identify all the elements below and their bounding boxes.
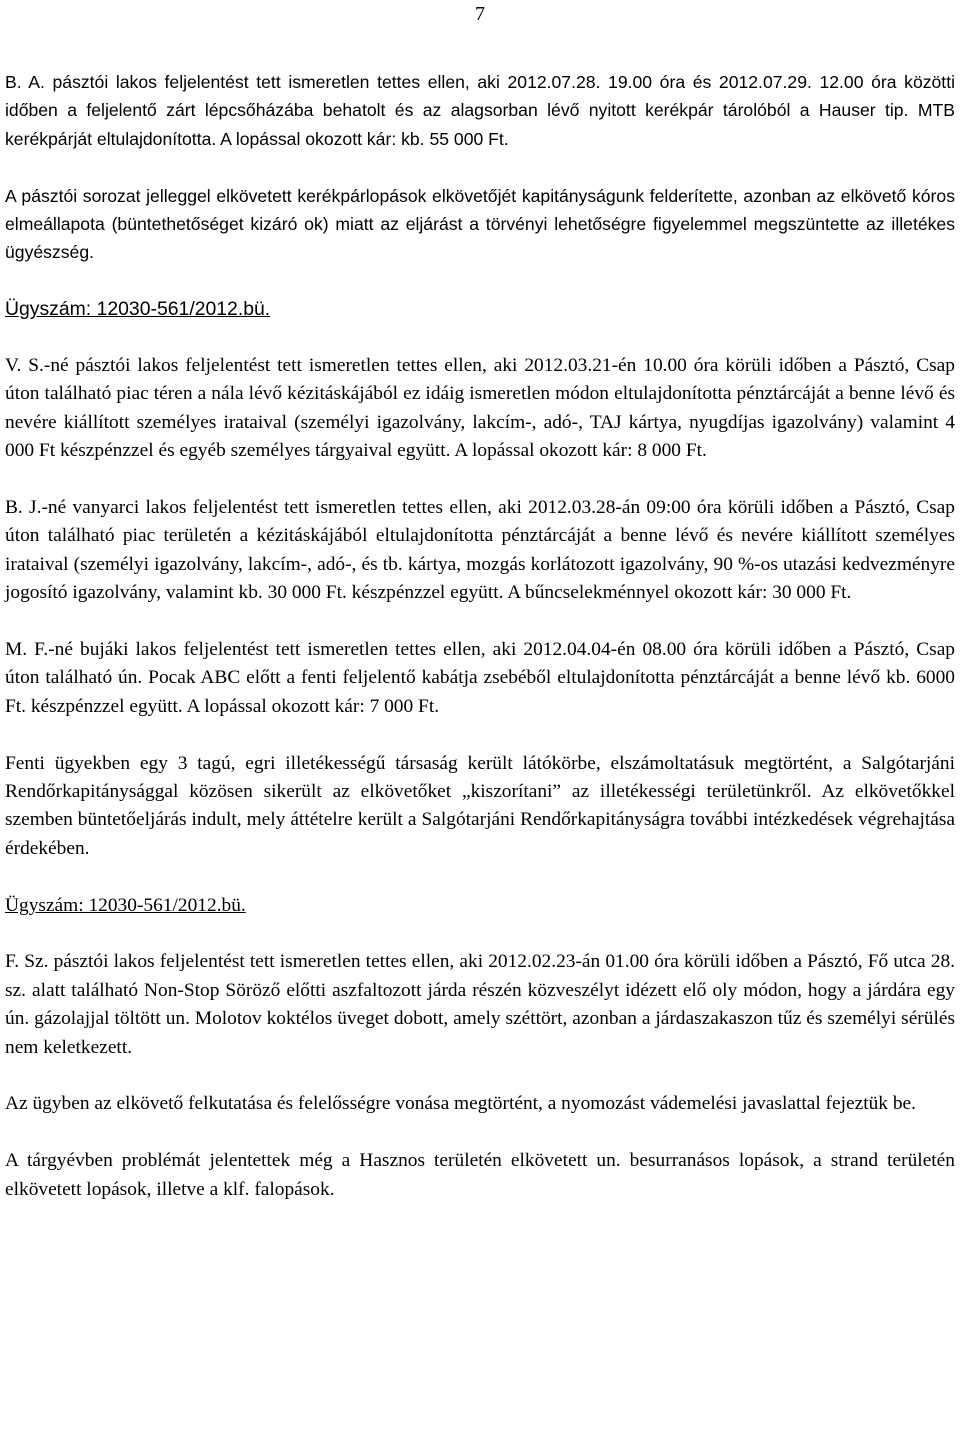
paragraph-other-thefts: A tárgyévben problémát jelentettek még a Hasznos területén elkövetett un. besurranásos lopások, a strand területén elkövetett lopások, illetve a klf. falopások.	[5, 1150, 955, 1200]
case-number: Ügyszám: 12030-561/2012.bü.	[5, 894, 246, 916]
paragraph-gap	[5, 608, 955, 636]
paragraph-gap	[5, 1062, 955, 1090]
case-number: Ügyszám: 12030-561/2012.bü.	[5, 298, 271, 321]
paragraph-wallet-theft-2: B. J.-né vanyarci lakos feljelentést tett ismeretlen tettes ellen, aki 2012.03.28-án 09:00 óra körüli időben a Pásztó, Csap úton található piac területén a kézitáskájából eltulajdonította pénztárcáját a benne lévő és nevére kiállított személyes irataival (személyi igazolvány, lakcím-, adó-, és tb. kártya, mozgás korlátozott igazolvány, 90 %-os utazási kedvezményre jogosító igazolvány, valamint kb. 30 000 Ft. készpénzzel együtt. A bűncselekménnyel okozott kár: 30 000 Ft.	[5, 497, 955, 604]
paragraph-gap	[5, 267, 955, 295]
page-number: 7	[475, 3, 485, 25]
paragraph-gap	[5, 153, 955, 181]
paragraph-wallet-theft-3: M. F.-né bujáki lakos feljelentést tett ismeretlen tettes ellen, aki 2012.04.04-én 08.00 óra körüli időben a Pásztó, Csap úton található ún. Pocak ABC előtt a fenti feljelentő kabátja zsebéből eltulajdonította pénztárcáját a benne lévő kb. 6000 Ft. készpénzzel együtt. A lopással okozott kár: 7 000 Ft.	[5, 639, 955, 717]
paragraph-bicycle-theft-report: B. A. pásztói lakos feljelentést tett ismeretlen tettes ellen, aki 2012.07.28. 19.00 óra és 2012.07.29. 12.00 óra közötti időben a feljelentő zárt lépcsőházába behatolt és az alagsorban lévő nyitott kerékpár tárolóból a Hauser tip. MTB kerékpárját eltulajdonította. A lopással okozott kár: kb. 55 000 Ft.	[5, 72, 955, 149]
paragraph-molotov-outcome: Az ügyben az elkövető felkutatása és felelősségre vonása megtörtént, a nyomozást vádemelési javaslattal fejeztük be.	[5, 1093, 917, 1115]
paragraph-molotov-incident: F. Sz. pásztói lakos feljelentést tett ismeretlen tettes ellen, aki 2012.02.23-án 01.00 óra körüli időben a Pásztó, Fő utca 28. sz. alatt található Non-Stop Söröző előtti aszfaltozott járda részén közveszélyt idézett elő oly módon, hogy a járdára egy ún. gázolajjal töltött un. Molotov koktélos üveget dobott, amely széttört, azonban a járdaszakaszon tűz és személyi sérülés nem keletkezett.	[5, 951, 955, 1058]
paragraph-gap	[5, 721, 955, 749]
paragraph-gap	[5, 466, 955, 494]
paragraph-gap	[5, 1119, 955, 1147]
paragraph-wallet-theft-1: V. S.-né pásztói lakos feljelentést tett ismeretlen tettes ellen, aki 2012.03.21-én 10.00 óra körüli időben a Pásztó, Csap úton található piac téren a nála lévő kézitáskájából ez idáig ismeretlen módon eltulajdonította pénztárcáját a benne lévő és nevére kiállított személyes irataival (személyi igazolvány, lakcím-, adó-, TAJ kártya, nyugdíjas igazolvány) valamint 4 000 Ft készpénzzel és egyéb személyes tárgyaival együtt. A lopással okozott kár: 8 000 Ft.	[5, 355, 955, 462]
paragraph-perpetrators-outcome: Fenti ügyekben egy 3 tagú, egri illetékességű társaság került látókörbe, elszámoltatásuk megtörtént, a Salgótarjáni Rendőrkapitánysággal közösen sikerült az elkövetőket „kiszorítani” az illetékességi területünkről. Az elkövetőkkel szemben büntetőeljárás indult, mely áttételre került a Salgótarjáni Rendőrkapitányságra további intézkedések végrehajtása érdekében.	[5, 752, 955, 859]
paragraph-gap	[5, 324, 955, 352]
paragraph-gap	[5, 920, 955, 948]
paragraph-gap	[5, 863, 955, 891]
document-body	[5, 68, 955, 1204]
paragraph-bicycle-theft-outcome: A pásztói sorozat jelleggel elkövetett kerékpárlopások elkövetőjét kapitányságunk felderítette, azonban az elkövető kóros elmeállapota (büntethetőséget kizáró ok) miatt az eljárást a törvényi lehetőségre figyelemmel megszüntette az illetékes ügyészség.	[5, 185, 955, 263]
